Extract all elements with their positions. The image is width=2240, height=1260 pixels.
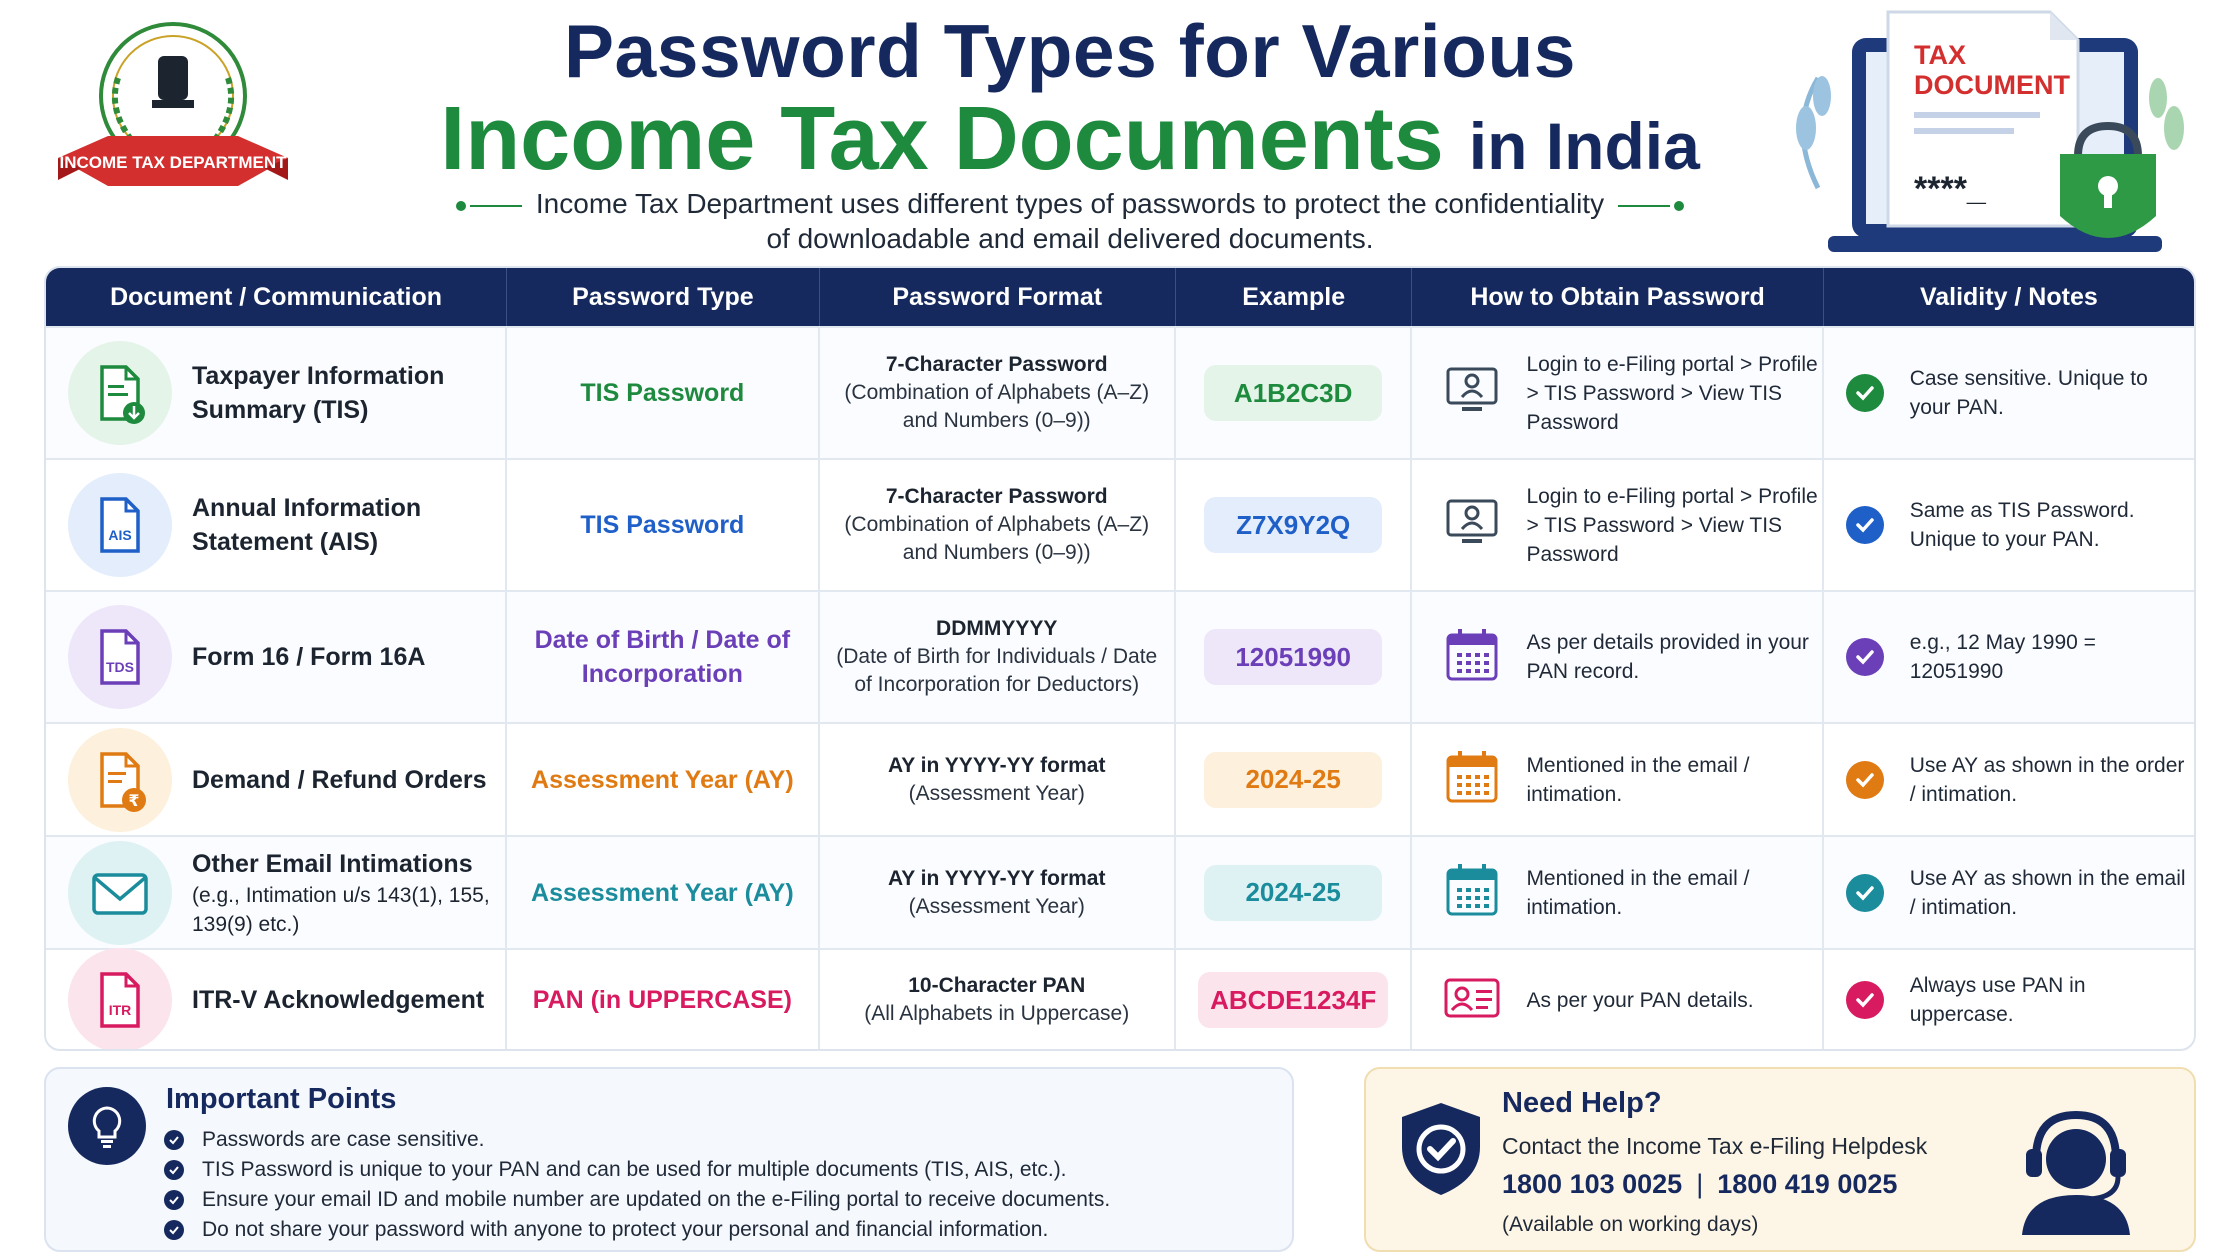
phone-separator: | (1696, 1169, 1704, 1199)
password-format-title: AY in YYYY-YY format (887, 866, 1106, 890)
checkmark-icon (1846, 761, 1884, 799)
example-cell (1176, 837, 1413, 948)
password-format-title: AY in YYYY-YY format (887, 753, 1106, 777)
column-header-how-to-obtain: How to Obtain Password (1412, 268, 1823, 326)
password-type: PAN (in UPPERCASE) (507, 950, 819, 1050)
validity-cell (1824, 460, 2194, 590)
check-circle-icon (164, 1160, 184, 1180)
svg-text:ITR: ITR (108, 1002, 132, 1018)
column-header-validity: Validity / Notes (1919, 282, 2098, 311)
obtain-cell (1412, 837, 1823, 948)
title-suffix: in India (1468, 109, 1700, 183)
rupee-document-icon (68, 728, 172, 832)
validity-notes: Always use PAN in uppercase. (1909, 974, 2086, 1026)
important-point-text: Do not share your password with anyone to protect your personal and financial information. (202, 1218, 1049, 1241)
validity-cell (1824, 950, 2194, 1050)
important-point-item (164, 1125, 1110, 1155)
check-circle-icon (164, 1220, 184, 1240)
obtain-instructions: As per your PAN details. (1526, 988, 1754, 1012)
password-format-title: DDMMYYYY (936, 617, 1058, 640)
password-format (820, 328, 1176, 458)
svg-text:TDS: TDS (106, 659, 134, 675)
password-type: TIS Password (507, 328, 819, 458)
important-point-item (164, 1215, 1110, 1245)
table-row (46, 948, 2194, 1050)
password-format (820, 724, 1176, 835)
column-header-example: Example (1176, 268, 1413, 326)
checkmark-icon (1846, 981, 1884, 1019)
document-download-icon (68, 341, 172, 445)
obtain-cell (1412, 592, 1823, 722)
example-cell (1176, 592, 1413, 722)
important-point-text: Passwords are case sensitive. (202, 1128, 485, 1151)
important-point-text: Ensure your email ID and mobile number are updated on the e-Filing portal to receive documents. (202, 1188, 1111, 1211)
calendar-icon (1442, 625, 1502, 690)
check-circle-icon (164, 1130, 184, 1150)
password-format-detail: (Assessment Year) (908, 781, 1085, 805)
important-points-title: Important Points (166, 1083, 397, 1115)
obtain-instructions: Login to e-Filing portal > Profile > TIS Password > View TIS Password (1526, 352, 1818, 434)
example-password-badge: 2024-25 (1204, 865, 1382, 921)
help-title: Need Help? (1502, 1087, 1662, 1119)
document-name: Other Email Intimations (e.g., Intimation u/s 143(1), 155, 139(9) etc.) (192, 847, 505, 939)
subtitle-decoration-left (470, 205, 522, 207)
subtitle-line1: Income Tax Department uses different types of passwords to protect the confidentiality (535, 188, 1605, 219)
example-password-badge: A1B2C3D (1204, 365, 1382, 421)
password-format-detail: (Combination of Alphabets (A–Z) and Numbers (0–9)) (844, 513, 1150, 564)
example-password-badge: 2024-25 (1204, 752, 1382, 808)
obtain-cell (1412, 328, 1823, 458)
computer-user-icon (1442, 493, 1502, 558)
password-format-detail: (Combination of Alphabets (A–Z) and Numbers (0–9)) (844, 381, 1150, 432)
password-format-detail: (All Alphabets in Uppercase) (864, 1002, 1130, 1025)
table-row (46, 722, 2194, 835)
example-password-badge: ABCDE1234F (1198, 972, 1388, 1028)
page-title-line1: Password Types for Various (564, 9, 1576, 93)
logo-text: INCOME TAX DEPARTMENT (59, 153, 287, 172)
document-name: ITR-V Acknowledgement (192, 986, 485, 1014)
document-cell (46, 328, 507, 458)
password-format (820, 837, 1176, 948)
important-point-item (164, 1185, 1110, 1215)
validity-cell (1824, 837, 2194, 948)
checkmark-icon (1846, 638, 1884, 676)
important-point-item (164, 1155, 1110, 1185)
validity-notes: Use AY as shown in the email / intimation. (1909, 866, 2186, 919)
ais-document-icon (68, 473, 172, 577)
help-availability-note: (Available on working days) (1502, 1213, 1759, 1236)
tax-document-laptop-illustration (1778, 8, 2208, 270)
hero-doc-line2: DOCUMENT (1914, 70, 2070, 100)
obtain-cell (1412, 724, 1823, 835)
table-row (46, 590, 2194, 722)
envelope-icon (68, 841, 172, 945)
computer-user-icon (1442, 361, 1502, 426)
validity-notes: e.g., 12 May 1990 = 12051990 (1909, 631, 2096, 683)
password-types-table (44, 266, 2196, 1051)
important-points-box (44, 1067, 1294, 1252)
svg-text:AIS: AIS (108, 527, 132, 543)
help-description: Contact the Income Tax e-Filing Helpdesk (1502, 1133, 1928, 1159)
obtain-cell (1412, 950, 1823, 1050)
validity-cell (1824, 592, 2194, 722)
calendar-icon (1442, 747, 1502, 812)
helpdesk-phone-numbers (1502, 1169, 1897, 1200)
table-body (46, 326, 2194, 1050)
checkmark-icon (1846, 374, 1884, 412)
checkmark-icon (1846, 506, 1884, 544)
obtain-instructions: Mentioned in the email / intimation. (1526, 753, 1750, 806)
document-name: Annual Information Statement (AIS) (192, 494, 422, 556)
important-points-list (164, 1125, 1110, 1245)
password-format (820, 592, 1176, 722)
calendar-icon (1442, 860, 1502, 925)
hero-doc-line1: TAX (1914, 40, 1966, 70)
table-row (46, 458, 2194, 590)
password-format-title: 7-Character Password (885, 353, 1108, 376)
document-cell (46, 950, 507, 1050)
obtain-instructions: Login to e-Filing portal > Profile > TIS Password > View TIS Password (1526, 484, 1818, 566)
subtitle-line2: of downloadable and email delivered documents. (766, 223, 1374, 254)
helpdesk-phone-2[interactable]: 1800 419 0025 (1717, 1169, 1898, 1199)
document-cell (46, 837, 507, 948)
validity-cell (1824, 724, 2194, 835)
obtain-instructions: Mentioned in the email / intimation. (1526, 866, 1750, 919)
subtitle-decoration-right (1618, 205, 1670, 207)
support-agent-icon (2006, 1097, 2146, 1237)
example-cell (1176, 328, 1413, 458)
example-cell (1176, 460, 1413, 590)
example-password-badge: 12051990 (1204, 629, 1382, 685)
password-format (820, 460, 1176, 590)
password-type: Date of Birth / Date of Incorporation (507, 592, 819, 722)
document-name: Demand / Refund Orders (192, 765, 487, 794)
document-cell (46, 592, 507, 722)
id-card-icon (1442, 968, 1502, 1033)
helpdesk-box (1364, 1067, 2196, 1252)
validity-notes: Same as TIS Password. Unique to your PAN. (1909, 499, 2135, 551)
document-subtitle: (e.g., Intimation u/s 143(1), 155, 139(9) etc.) (192, 883, 490, 936)
check-circle-icon (164, 1190, 184, 1210)
table-header (46, 268, 2194, 326)
password-type: Assessment Year (AY) (507, 724, 819, 835)
important-point-text: TIS Password is unique to your PAN and can be used for multiple documents (TIS, AIS, etc.). (202, 1158, 1067, 1181)
document-name: Form 16 / Form 16A (192, 643, 426, 671)
helpdesk-phone-1[interactable]: 1800 103 0025 (1502, 1169, 1683, 1199)
checkmark-icon (1846, 874, 1884, 912)
password-format-title: 10-Character PAN (908, 974, 1086, 997)
password-type: Assessment Year (AY) (507, 837, 819, 948)
lightbulb-icon (68, 1087, 146, 1165)
validity-cell (1824, 328, 2194, 458)
hero-password-mask: ****_ (1914, 170, 1986, 208)
column-header-password-format: Password Format (820, 268, 1176, 326)
svg-text:₹: ₹ (128, 790, 140, 810)
password-format-detail: (Date of Birth for Individuals / Date of Incorporation for Deductors) (836, 645, 1158, 696)
password-format-title: 7-Character Password (885, 485, 1108, 508)
example-password-badge: Z7X9Y2Q (1204, 497, 1382, 553)
document-cell (46, 460, 507, 590)
validity-notes: Case sensitive. Unique to your PAN. (1909, 367, 2148, 419)
shield-check-icon (1396, 1099, 1486, 1199)
example-cell (1176, 950, 1413, 1050)
password-format-detail: (Assessment Year) (908, 894, 1085, 918)
table-row (46, 326, 2194, 458)
title-highlight: Income Tax Documents (440, 89, 1444, 189)
validity-notes: Use AY as shown in the order / intimation. (1909, 753, 2185, 806)
obtain-cell (1412, 460, 1823, 590)
password-format (820, 950, 1176, 1050)
document-cell (46, 724, 507, 835)
itr-document-icon (68, 948, 172, 1051)
column-header-password-type: Password Type (507, 268, 819, 326)
document-name: Taxpayer Information Summary (TIS) (192, 362, 445, 424)
example-cell (1176, 724, 1413, 835)
tds-document-icon (68, 605, 172, 709)
password-type: TIS Password (507, 460, 819, 590)
obtain-instructions: As per details provided in your PAN record. (1526, 631, 1809, 683)
column-header-document: Document / Communication (46, 268, 507, 326)
table-row (46, 835, 2194, 948)
